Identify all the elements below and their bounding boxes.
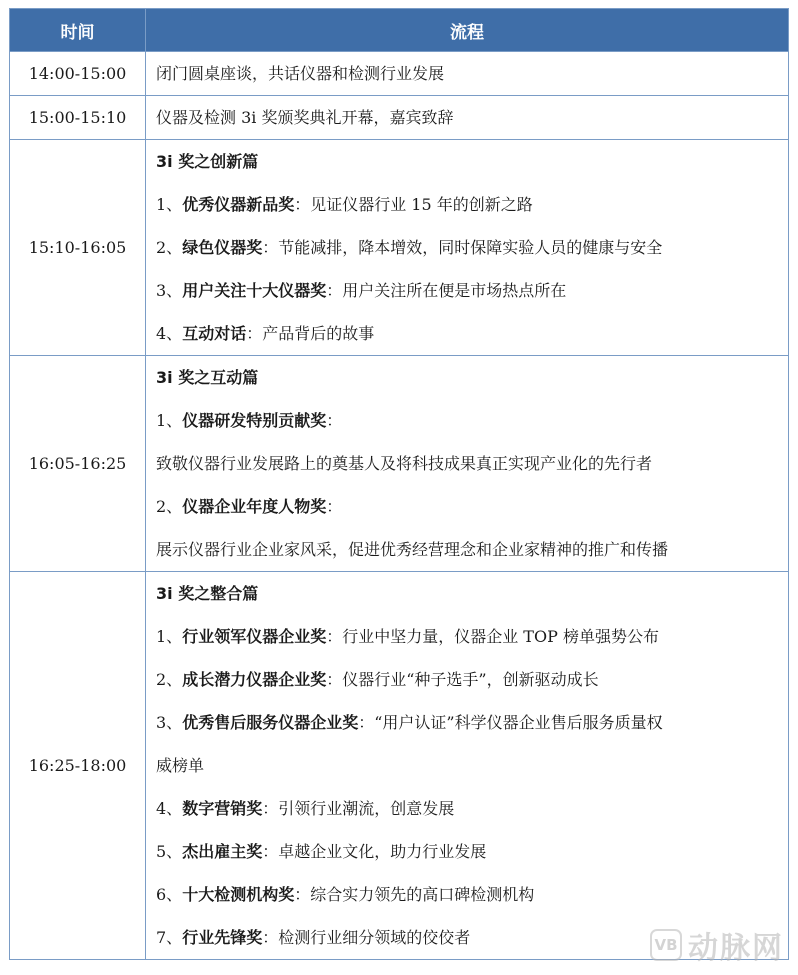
item-colon: ：: [294, 195, 311, 214]
item-number: 2、: [156, 497, 183, 516]
item-colon: ：: [326, 281, 343, 300]
item-number: 4、: [156, 799, 183, 818]
item-colon: ：: [262, 238, 279, 257]
award-name: 用户关注十大仪器奖: [182, 281, 327, 300]
item-colon: ：: [358, 713, 375, 732]
item-colon: ：: [262, 928, 279, 947]
item-number: 4、: [156, 324, 183, 343]
item-number: 1、: [156, 411, 183, 430]
item-number: 5、: [156, 842, 183, 861]
award-name: 优秀仪器新品奖: [182, 195, 295, 214]
award-name: 杰出雇主奖: [182, 842, 263, 861]
flow-text: 闭门圆桌座谈，共话仪器和检测行业发展: [156, 64, 445, 83]
award-item: [146, 399, 788, 442]
watermark-text: 动脉网: [688, 931, 784, 966]
award-desc: 节能减排，降本增效，同时保障实验人员的健康与安全: [278, 238, 663, 257]
item-colon: ：: [326, 411, 343, 430]
watermark: [650, 923, 784, 967]
flow-cell: [146, 96, 789, 140]
award-item: [146, 183, 788, 226]
award-item: [146, 615, 788, 658]
time-cell: 14:00-15:00: [10, 52, 146, 96]
award-item: [146, 658, 788, 701]
item-number: 6、: [156, 885, 183, 904]
header-flow: 流程: [146, 9, 789, 52]
award-name: 仪器企业年度人物奖: [182, 497, 327, 516]
award-item: [146, 787, 788, 830]
award-name: 绿色仪器奖: [182, 238, 263, 257]
award-item: [146, 701, 788, 744]
award-desc: 卓越企业文化，助力行业发展: [278, 842, 487, 861]
item-number: 1、: [156, 627, 183, 646]
award-name: 仪器研发特别贡献奖: [182, 411, 327, 430]
award-item: [146, 485, 788, 528]
award-name: 互动对话: [182, 324, 247, 343]
award-desc: 见证仪器行业 15 年的创新之路: [310, 195, 533, 214]
award-desc: “用户认证”科学仪器企业售后服务质量权: [374, 713, 663, 732]
section-title: 3i 奖之创新篇: [156, 152, 259, 171]
award-item: [146, 830, 788, 873]
award-name: 行业先锋奖: [182, 928, 263, 947]
award-item: [146, 269, 788, 312]
award-desc: 行业中坚力量，仪器企业 TOP 榜单强势公布: [342, 627, 659, 646]
item-colon: ：: [326, 670, 343, 689]
award-item: [146, 226, 788, 269]
flow-cell: [146, 52, 789, 96]
table-row: [10, 140, 789, 356]
time-cell: 15:10-16:05: [10, 140, 146, 356]
item-colon: ：: [294, 885, 311, 904]
item-colon: ：: [262, 842, 279, 861]
section-title: 3i 奖之整合篇: [156, 584, 259, 603]
flow-cell: [146, 572, 789, 960]
award-name: 数字营销奖: [182, 799, 263, 818]
item-colon: ：: [246, 324, 263, 343]
item-number: 7、: [156, 928, 183, 947]
flow-cell: [146, 140, 789, 356]
award-name: 十大检测机构奖: [182, 885, 295, 904]
table-row: [10, 356, 789, 572]
item-number: 2、: [156, 670, 183, 689]
time-cell: 16:25-18:00: [10, 572, 146, 960]
header-time: 时间: [10, 9, 146, 52]
item-colon: ：: [326, 627, 343, 646]
item-colon: ：: [326, 497, 343, 516]
award-desc: 仪器行业“种子选手”，创新驱动成长: [342, 670, 599, 689]
vb-logo-icon: VB: [650, 929, 682, 961]
award-desc: 综合实力领先的高口碑检测机构: [310, 885, 535, 904]
table-row: [10, 572, 789, 960]
award-desc: 用户关注所在便是市场热点所在: [342, 281, 567, 300]
item-number: 3、: [156, 281, 183, 300]
award-item: [146, 312, 788, 355]
award-name: 行业领军仪器企业奖: [182, 627, 327, 646]
item-number: 3、: [156, 713, 183, 732]
award-desc: 展示仪器行业企业家风采，促进优秀经营理念和企业家精神的推广和传播: [156, 540, 669, 559]
award-desc: 致敬仪器行业发展路上的奠基人及将科技成果真正实现产业化的先行者: [156, 454, 653, 473]
table-row: [10, 52, 789, 96]
item-number: 1、: [156, 195, 183, 214]
award-desc-continued: 威榜单: [156, 756, 205, 775]
table-row: [10, 96, 789, 140]
award-item: [146, 873, 788, 916]
time-cell: 16:05-16:25: [10, 356, 146, 572]
section-title: 3i 奖之互动篇: [156, 368, 259, 387]
award-desc: 检测行业细分领域的佼佼者: [278, 928, 471, 947]
award-desc: 引领行业潮流，创意发展: [278, 799, 455, 818]
award-name: 成长潜力仪器企业奖: [182, 670, 327, 689]
schedule-table: [9, 8, 789, 960]
header-row: [10, 9, 789, 52]
award-desc: 产品背后的故事: [262, 324, 375, 343]
item-colon: ：: [262, 799, 279, 818]
award-name: 优秀售后服务仪器企业奖: [182, 713, 359, 732]
item-number: 2、: [156, 238, 183, 257]
flow-text: 仪器及检测 3i 奖颁奖典礼开幕，嘉宾致辞: [156, 108, 454, 127]
time-cell: 15:00-15:10: [10, 96, 146, 140]
flow-cell: [146, 356, 789, 572]
